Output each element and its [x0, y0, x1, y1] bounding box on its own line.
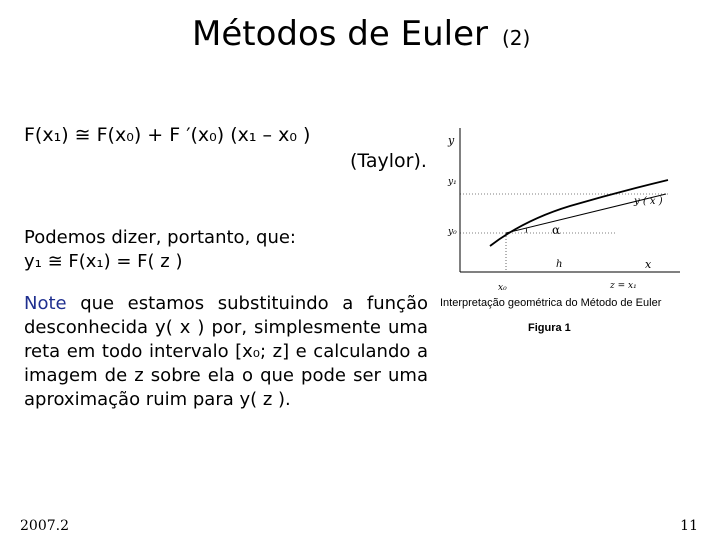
footer-date: 2007.2 [20, 518, 69, 534]
taylor-formula: F(x₁) ≅ F(x₀) + F ′(x₀) (x₁ – x₀ ) [24, 124, 311, 146]
page-number: 11 [680, 518, 698, 534]
note-text: que estamos substituindo a função desconhecida y( x ) por, simplesmente uma reta em todo intervalo [x₀; z] e calculando a imagem de z sobre ela o que pode ser uma aproximação ruim para y( z ). [24, 293, 428, 410]
note-paragraph [24, 292, 428, 412]
note-word: Note [24, 293, 67, 314]
x0-label: x₀ [498, 283, 507, 292]
title-main: Métodos de Euler [192, 14, 488, 54]
taylor-note: (Taylor). [350, 150, 427, 172]
h-label: h [556, 259, 563, 270]
y1-label: y₁ [448, 177, 457, 187]
alpha-arc [526, 228, 527, 233]
figure-caption: Interpretação geométrica do Método de Euler [440, 297, 662, 309]
figure-label: Figura 1 [528, 322, 571, 334]
conclusion-line-1: Podemos dizer, portanto, que: [24, 227, 296, 248]
conclusion-line-2: y₁ ≅ F(x₁) = F( z ) [24, 251, 183, 272]
alpha-label: α [552, 223, 561, 237]
z-label: z = x₁ [610, 281, 637, 291]
title-sub: (2) [501, 26, 531, 50]
curve-y-of-x [490, 180, 668, 246]
curve-label: y ( x ) [634, 196, 663, 207]
conclusion-paragraph [24, 226, 296, 274]
x-axis-label: x [645, 258, 652, 271]
y-axis-label: y [448, 134, 455, 147]
y0-label: y₀ [448, 227, 457, 237]
slide-title [192, 14, 530, 54]
euler-figure [438, 122, 688, 292]
